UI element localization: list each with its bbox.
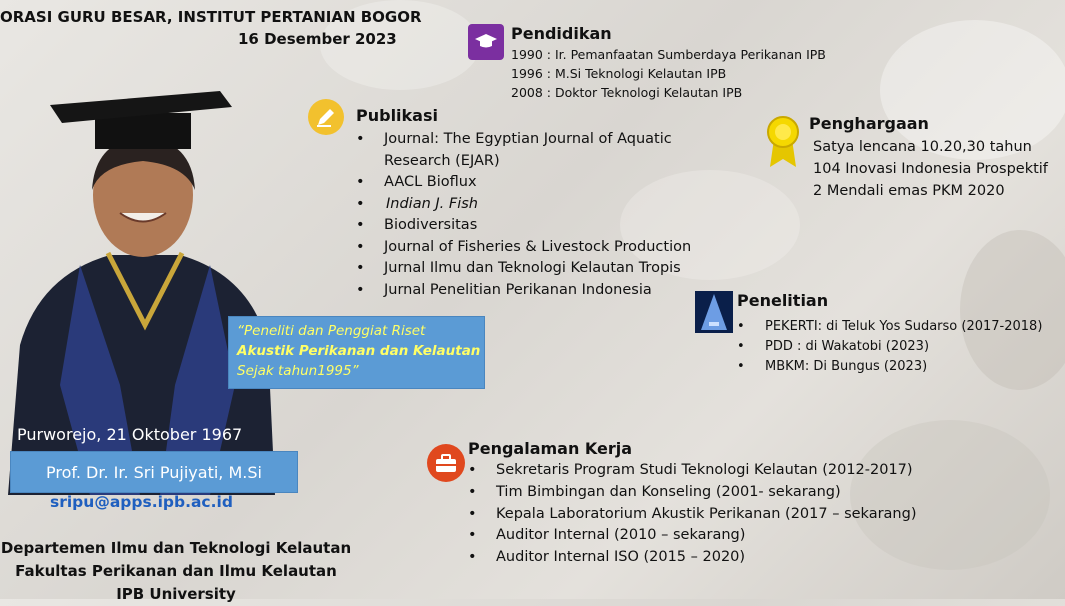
penelitian-item: • MBKM: Di Bungus (2023) [737, 357, 1042, 377]
penghargaan-item: 104 Inovasi Indonesia Prospektif [813, 161, 1048, 177]
department-block [0, 537, 352, 606]
pengalaman-item: • Kepala Laboratorium Akustik Perikanan (2017 – sekarang) [468, 504, 916, 526]
sonar-beam-icon [695, 291, 733, 333]
publikasi-item: • Indian J. Fish [356, 194, 706, 216]
pengalaman-item: • Auditor Internal ISO (2015 – 2020) [468, 547, 916, 569]
pengalaman-title: Pengalaman Kerja [468, 439, 633, 458]
penelitian-list [737, 317, 1042, 377]
penghargaan-title: Penghargaan [809, 114, 929, 133]
penelitian-title: Penelitian [737, 291, 829, 310]
penelitian-item: • PEKERTI: di Teluk Yos Sudarso (2017-2018) [737, 317, 1042, 337]
quote-line: “Peneliti dan Penggiat Riset [237, 323, 426, 339]
quote-line: Akustik Perikanan dan Kelautan [237, 343, 481, 359]
header-title: ORASI GURU BESAR, INSTITUT PERTANIAN BOGOR [0, 8, 422, 26]
pengalaman-item: • Auditor Internal (2010 – sekarang) [468, 525, 916, 547]
header-date: 16 Desember 2023 [238, 30, 397, 48]
penghargaan-list [813, 136, 1048, 202]
graduation-cap-icon [468, 24, 504, 60]
pendidikan-item: 2008 : Doktor Teknologi Kelautan IPB [511, 85, 743, 100]
department-line: Departemen Ilmu dan Teknologi Kelautan [0, 539, 352, 557]
publikasi-item: • Journal of Fisheries & Livestock Production [356, 237, 706, 259]
publikasi-item: • Biodiversitas [356, 215, 706, 237]
email-link[interactable]: sripu@apps.ipb.ac.id [50, 493, 233, 511]
publikasi-list [356, 129, 706, 301]
publikasi-title: Publikasi [356, 106, 438, 125]
faculty-line: Fakultas Perikanan dan Ilmu Kelautan [15, 562, 337, 580]
quote-box [228, 316, 485, 389]
pendidikan-item: 1990 : Ir. Pemanfaatan Sumberdaya Perikanan IPB [511, 47, 826, 62]
pendidikan-item: 1996 : M.Si Teknologi Kelautan IPB [511, 66, 727, 81]
pen-writing-icon [308, 99, 344, 135]
penghargaan-item: Satya lencana 10.20,30 tahun [813, 139, 1032, 155]
pendidikan-list [511, 45, 826, 102]
publikasi-item: • AACL Bioflux [356, 172, 706, 194]
publikasi-item: • Jurnal Ilmu dan Teknologi Kelautan Tropis [356, 258, 706, 280]
penghargaan-item: 2 Mendali emas PKM 2020 [813, 183, 1005, 199]
quote-line: Sejak tahun1995” [237, 363, 359, 379]
publikasi-item: • Jurnal Penelitian Perikanan Indonesia [356, 280, 706, 302]
birth-info: Purworejo, 21 Oktober 1967 [17, 425, 243, 444]
penelitian-item: • PDD : di Wakatobi (2023) [737, 337, 1042, 357]
publikasi-item: • Journal: The Egyptian Journal of Aquatic Research (EJAR) [356, 129, 706, 172]
pendidikan-title: Pendidikan [511, 24, 612, 43]
profile-name: Prof. Dr. Ir. Sri Pujiyati, M.Si [46, 462, 262, 482]
award-ribbon-icon [766, 115, 800, 169]
name-banner [10, 451, 298, 493]
pengalaman-item: • Tim Bimbingan dan Konseling (2001- sekarang) [468, 482, 916, 504]
briefcase-icon [427, 444, 465, 482]
pengalaman-list [468, 460, 916, 569]
pengalaman-item: • Sekretaris Program Studi Teknologi Kelautan (2012-2017) [468, 460, 916, 482]
university-line: IPB University [116, 585, 236, 603]
